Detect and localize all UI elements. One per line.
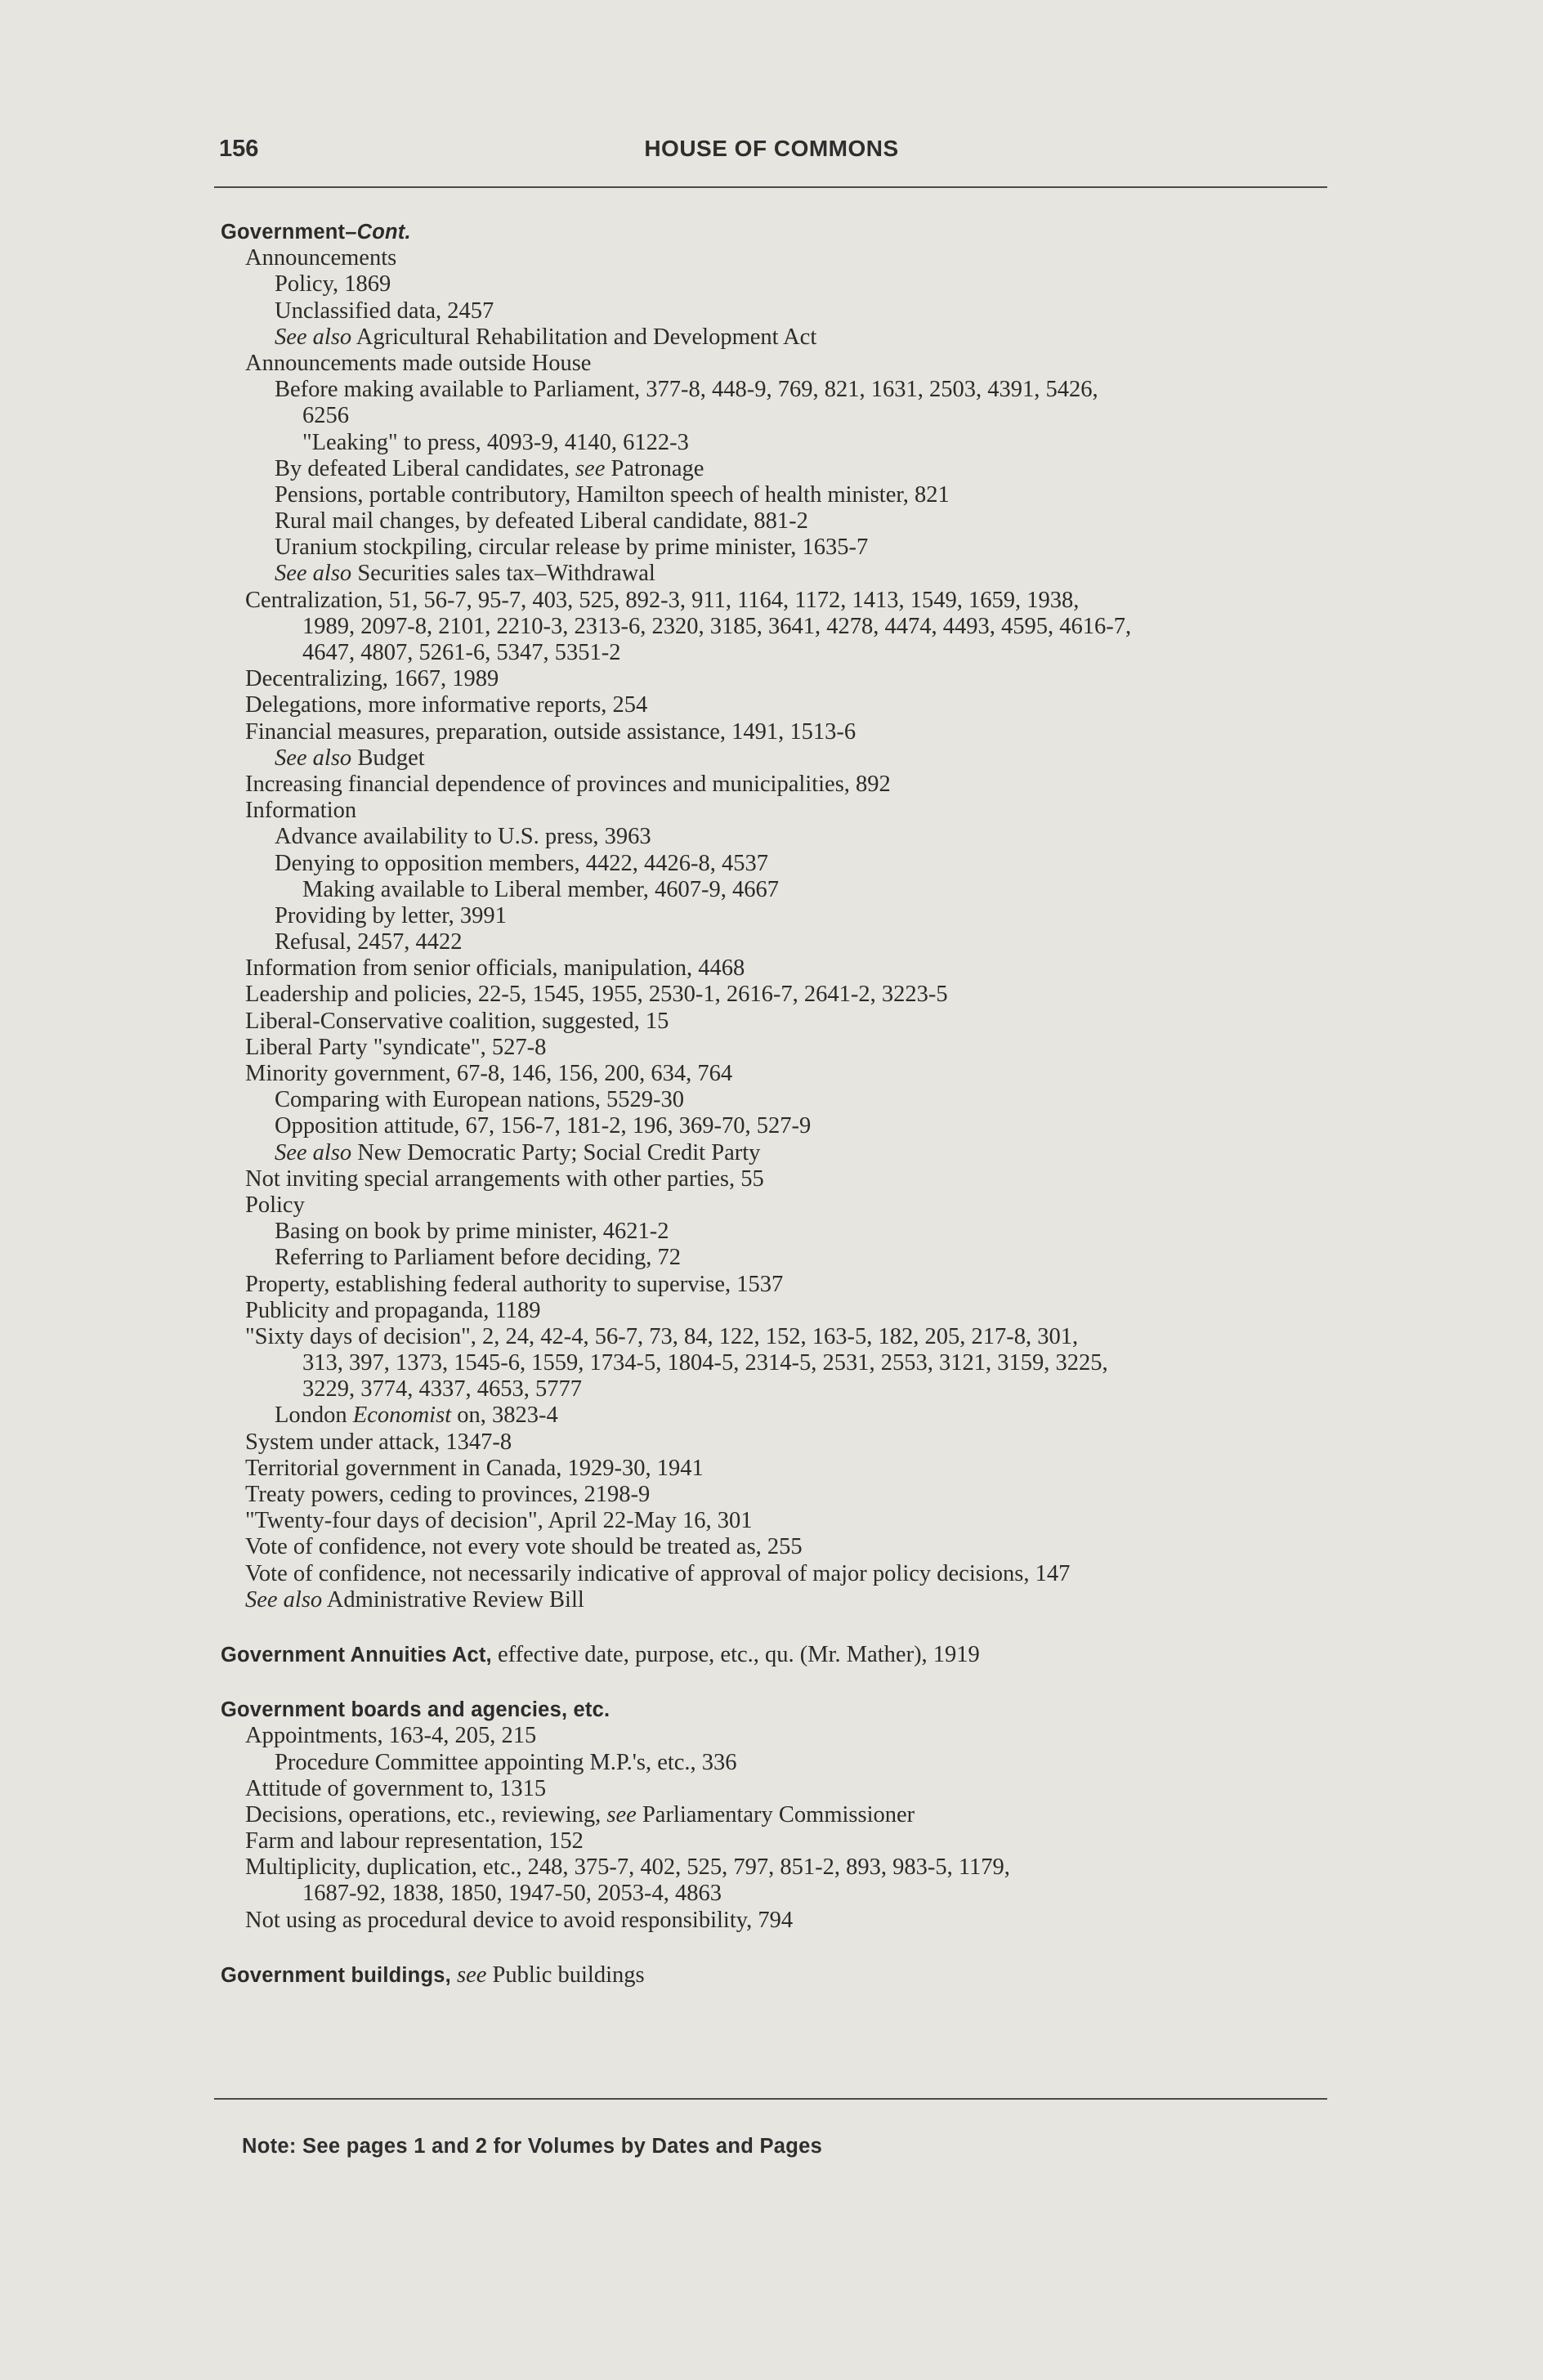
entry-text: Publicity and propaganda, 1189 — [245, 1297, 541, 1323]
index-entry — [221, 1561, 1348, 1587]
entry-text: London — [275, 1402, 353, 1429]
index-entry — [221, 614, 1348, 640]
entry-text: Policy, 1869 — [275, 271, 391, 298]
entry-text: Vote of confidence, not every vote should be treated as, 255 — [245, 1534, 803, 1560]
entry-text: Announcements — [245, 245, 397, 271]
index-entry — [221, 1219, 1348, 1245]
index-entry — [221, 692, 1348, 718]
entry-text: "Sixty days of decision", 2, 24, 42-4, 56-7, 73, 84, 122, 152, 163-5, 182, 205, 217-8, 301, — [245, 1323, 1079, 1349]
entry-text: Financial measures, preparation, outside assistance, 1491, 1513-6 — [245, 718, 856, 745]
entry-text: 6256 — [302, 403, 349, 429]
index-entry — [221, 1272, 1348, 1298]
entry-text: Liberal-Conservative coalition, suggested, 15 — [245, 1008, 669, 1034]
entry-text: Treaty powers, ceding to provinces, 2198-9 — [245, 1482, 651, 1507]
entry-text: Parliamentary Commissioner — [636, 1801, 915, 1828]
index-entry — [221, 1534, 1348, 1560]
entry-text — [451, 1962, 457, 1988]
entry-text: 313, 397, 1373, 1545-6, 1559, 1734-5, 1804-5, 2314-5, 2531, 2553, 3121, 3159, 3225, — [302, 1350, 1108, 1376]
entry-text: Delegations, more informative reports, 254 — [245, 692, 648, 718]
entry-text: Decisions, operations, etc., reviewing, — [245, 1801, 607, 1828]
entry-text: Increasing financial dependence of provinces and municipalities, 892 — [245, 771, 891, 797]
heading-text: Cont. — [356, 221, 411, 244]
index-entry — [221, 1376, 1348, 1402]
index-entry — [221, 1828, 1348, 1854]
entry-text: Attitude of government to, 1315 — [245, 1775, 547, 1801]
entry-text: Uranium stockpiling, circular release by prime minister, 1635-7 — [275, 535, 869, 561]
entry-text: on, 3823-4 — [451, 1402, 558, 1429]
heading-text: Government– — [221, 221, 357, 244]
entry-text: Farm and labour representation, 152 — [245, 1828, 584, 1854]
entry-text: Rural mail changes, by defeated Liberal candidate, 881-2 — [275, 508, 808, 535]
entry-text: Procedure Committee appointing M.P.'s, etc., 336 — [275, 1749, 737, 1775]
index-entry — [221, 271, 1348, 298]
cross-reference-text: See also — [275, 561, 352, 587]
cross-reference-text: see — [457, 1962, 487, 1988]
index-entry — [221, 1908, 1348, 1934]
heading-text: Government Annuities Act, — [221, 1643, 492, 1666]
entry-text: Making available to Liberal member, 4607-9, 4667 — [302, 876, 779, 902]
index-entry — [221, 1192, 1348, 1219]
index-entry — [221, 1802, 1348, 1828]
index-entry — [221, 1061, 1348, 1087]
entry-text: Not using as procedural device to avoid responsibility, 794 — [245, 1907, 794, 1933]
index-entry — [221, 351, 1348, 377]
entry-text: 4647, 4807, 5261-6, 5347, 5351-2 — [302, 640, 621, 665]
index-entry — [221, 929, 1348, 955]
index-entry — [221, 824, 1348, 850]
entry-text: Vote of confidence, not necessarily indicative of approval of major policy decisions, 147 — [245, 1560, 1071, 1586]
index-entry — [221, 1587, 1348, 1613]
footer-rule — [214, 2098, 1327, 2100]
entry-text: Patronage — [605, 455, 704, 481]
entry-text: Comparing with European nations, 5529-30 — [275, 1087, 685, 1113]
index-entry — [221, 903, 1348, 929]
entry-text: effective date, purpose, etc., qu. (Mr. Mather), 1919 — [491, 1641, 980, 1667]
index-entry — [221, 1350, 1348, 1376]
entry-text: Territorial government in Canada, 1929-30, 1941 — [245, 1455, 704, 1481]
index-entry — [221, 1402, 1348, 1429]
page-number: 156 — [219, 136, 259, 162]
cross-reference-text: see — [575, 455, 606, 481]
index-entry — [221, 377, 1348, 403]
index-heading — [221, 1642, 1348, 1668]
entry-text: Providing by letter, 3991 — [275, 902, 507, 928]
entry-text: Refusal, 2457, 4422 — [275, 929, 463, 955]
entry-gap — [221, 1934, 1348, 1962]
index-entry — [221, 535, 1348, 561]
entry-text: Centralization, 51, 56-7, 95-7, 403, 525, 892-3, 911, 1164, 1172, 1413, 1549, 1659, 1938, — [245, 587, 1080, 613]
entry-text: Multiplicity, duplication, etc., 248, 375-7, 402, 525, 797, 851-2, 893, 983-5, 1179, — [245, 1854, 1010, 1881]
index-entry — [221, 719, 1348, 745]
entry-text: Policy — [245, 1192, 305, 1218]
entry-text: Public buildings — [486, 1962, 645, 1988]
index-heading — [221, 1697, 1348, 1723]
cross-reference-text: see — [606, 1801, 637, 1828]
entry-text: Opposition attitude, 67, 156-7, 181-2, 196, 369-70, 527-9 — [275, 1113, 812, 1139]
index-entry — [221, 1723, 1348, 1749]
entry-text: Basing on book by prime minister, 4621-2 — [275, 1219, 669, 1245]
entry-text: By defeated Liberal candidates, — [275, 455, 575, 481]
entry-text: 3229, 3774, 4337, 4653, 5777 — [302, 1376, 582, 1402]
cross-reference-text: See also — [245, 1586, 323, 1613]
index-entry — [221, 245, 1348, 271]
entry-text: Securities sales tax–Withdrawal — [351, 561, 655, 587]
entry-text: Decentralizing, 1667, 1989 — [245, 666, 499, 692]
index-entry — [221, 1140, 1348, 1166]
index-entry — [221, 877, 1348, 903]
index-entry — [221, 561, 1348, 587]
entry-text: Administrative Review Bill — [322, 1586, 584, 1613]
entry-text: Agricultural Rehabilitation and Development Act — [351, 324, 817, 350]
header-rule — [214, 186, 1327, 188]
index-entry — [221, 1482, 1348, 1508]
index-entry — [221, 1776, 1348, 1802]
index-entry — [221, 982, 1348, 1008]
index-entry — [221, 798, 1348, 824]
entry-text: Property, establishing federal authority to supervise, 1537 — [245, 1271, 784, 1297]
index-entry — [221, 508, 1348, 535]
entry-text: 1687-92, 1838, 1850, 1947-50, 2053-4, 4863 — [302, 1881, 722, 1907]
index-entry — [221, 1429, 1348, 1456]
entry-text: Minority government, 67-8, 146, 156, 200, 634, 764 — [245, 1061, 733, 1086]
index-entry — [221, 772, 1348, 798]
index-entry — [221, 298, 1348, 324]
entry-text: 1989, 2097-8, 2101, 2210-3, 2313-6, 2320, 3185, 3641, 4278, 4474, 4493, 4595, 4616-7, — [302, 613, 1132, 639]
heading-text: Government boards and agencies, etc. — [221, 1698, 610, 1722]
entry-text: Denying to opposition members, 4422, 4426-8, 4537 — [275, 850, 768, 876]
heading-text: Government buildings, — [221, 1963, 451, 1987]
entry-gap — [221, 1668, 1348, 1697]
entry-text: Liberal Party "syndicate", 527-8 — [245, 1034, 547, 1060]
index-entry — [221, 456, 1348, 482]
index-entry — [221, 588, 1348, 614]
index-entry — [221, 1854, 1348, 1881]
index-entry — [221, 1087, 1348, 1113]
index-entry — [221, 666, 1348, 692]
index-entry — [221, 1881, 1348, 1907]
index-entry — [221, 403, 1348, 429]
entry-text: New Democratic Party; Social Credit Party — [351, 1139, 761, 1165]
index-entry — [221, 640, 1348, 666]
entry-text: Referring to Parliament before deciding, 72 — [275, 1245, 681, 1271]
entry-text: "Leaking" to press, 4093-9, 4140, 6122-3 — [302, 429, 689, 455]
entry-text: Budget — [351, 745, 425, 771]
index-entry — [221, 1750, 1348, 1776]
entry-text: Information from senior officials, manipulation, 4468 — [245, 955, 745, 982]
index-entry — [221, 955, 1348, 982]
index-entry — [221, 430, 1348, 456]
index-entry — [221, 324, 1348, 351]
index-entry — [221, 1298, 1348, 1324]
entry-text: "Twenty-four days of decision", April 22-May 16, 301 — [245, 1508, 753, 1534]
index-entry — [221, 1456, 1348, 1482]
index-entry — [221, 1245, 1348, 1271]
entry-text: Before making available to Parliament, 377-8, 448-9, 769, 821, 1631, 2503, 4391, 5426, — [275, 377, 1098, 403]
cross-reference-text: See also — [275, 324, 352, 350]
index-entry — [221, 851, 1348, 877]
entry-text: Pensions, portable contributory, Hamilton speech of health minister, 821 — [275, 481, 950, 508]
entry-text: Advance availability to U.S. press, 3963 — [275, 824, 651, 850]
cross-reference-text: See also — [275, 1139, 352, 1165]
index-entry — [221, 1508, 1348, 1534]
footnote: Note: See pages 1 and 2 for Volumes by Dates and Pages — [242, 2135, 823, 2158]
index-entry — [221, 1009, 1348, 1035]
entry-text: Announcements made outside House — [245, 350, 592, 376]
running-head: HOUSE OF COMMONS — [644, 136, 899, 161]
entry-text: Not inviting special arrangements with other parties, 55 — [245, 1165, 764, 1192]
index-entry — [221, 1113, 1348, 1139]
entry-text: Leadership and policies, 22-5, 1545, 1955, 2530-1, 2616-7, 2641-2, 3223-5 — [245, 982, 948, 1008]
index-entry — [221, 745, 1348, 772]
cross-reference-text: Economist — [352, 1402, 452, 1429]
cross-reference-text: See also — [275, 745, 352, 771]
index-entry — [221, 1324, 1348, 1350]
entry-text: System under attack, 1347-8 — [245, 1429, 512, 1455]
index-body — [221, 219, 1348, 1989]
index-heading — [221, 219, 1348, 245]
index-heading — [221, 1962, 1348, 1989]
entry-gap — [221, 1613, 1348, 1642]
entry-text: Information — [245, 798, 357, 824]
entry-text: Appointments, 163-4, 205, 215 — [245, 1723, 537, 1749]
index-entry — [221, 1166, 1348, 1192]
index-entry — [221, 1035, 1348, 1061]
entry-text: Unclassified data, 2457 — [275, 298, 494, 324]
index-entry — [221, 482, 1348, 508]
